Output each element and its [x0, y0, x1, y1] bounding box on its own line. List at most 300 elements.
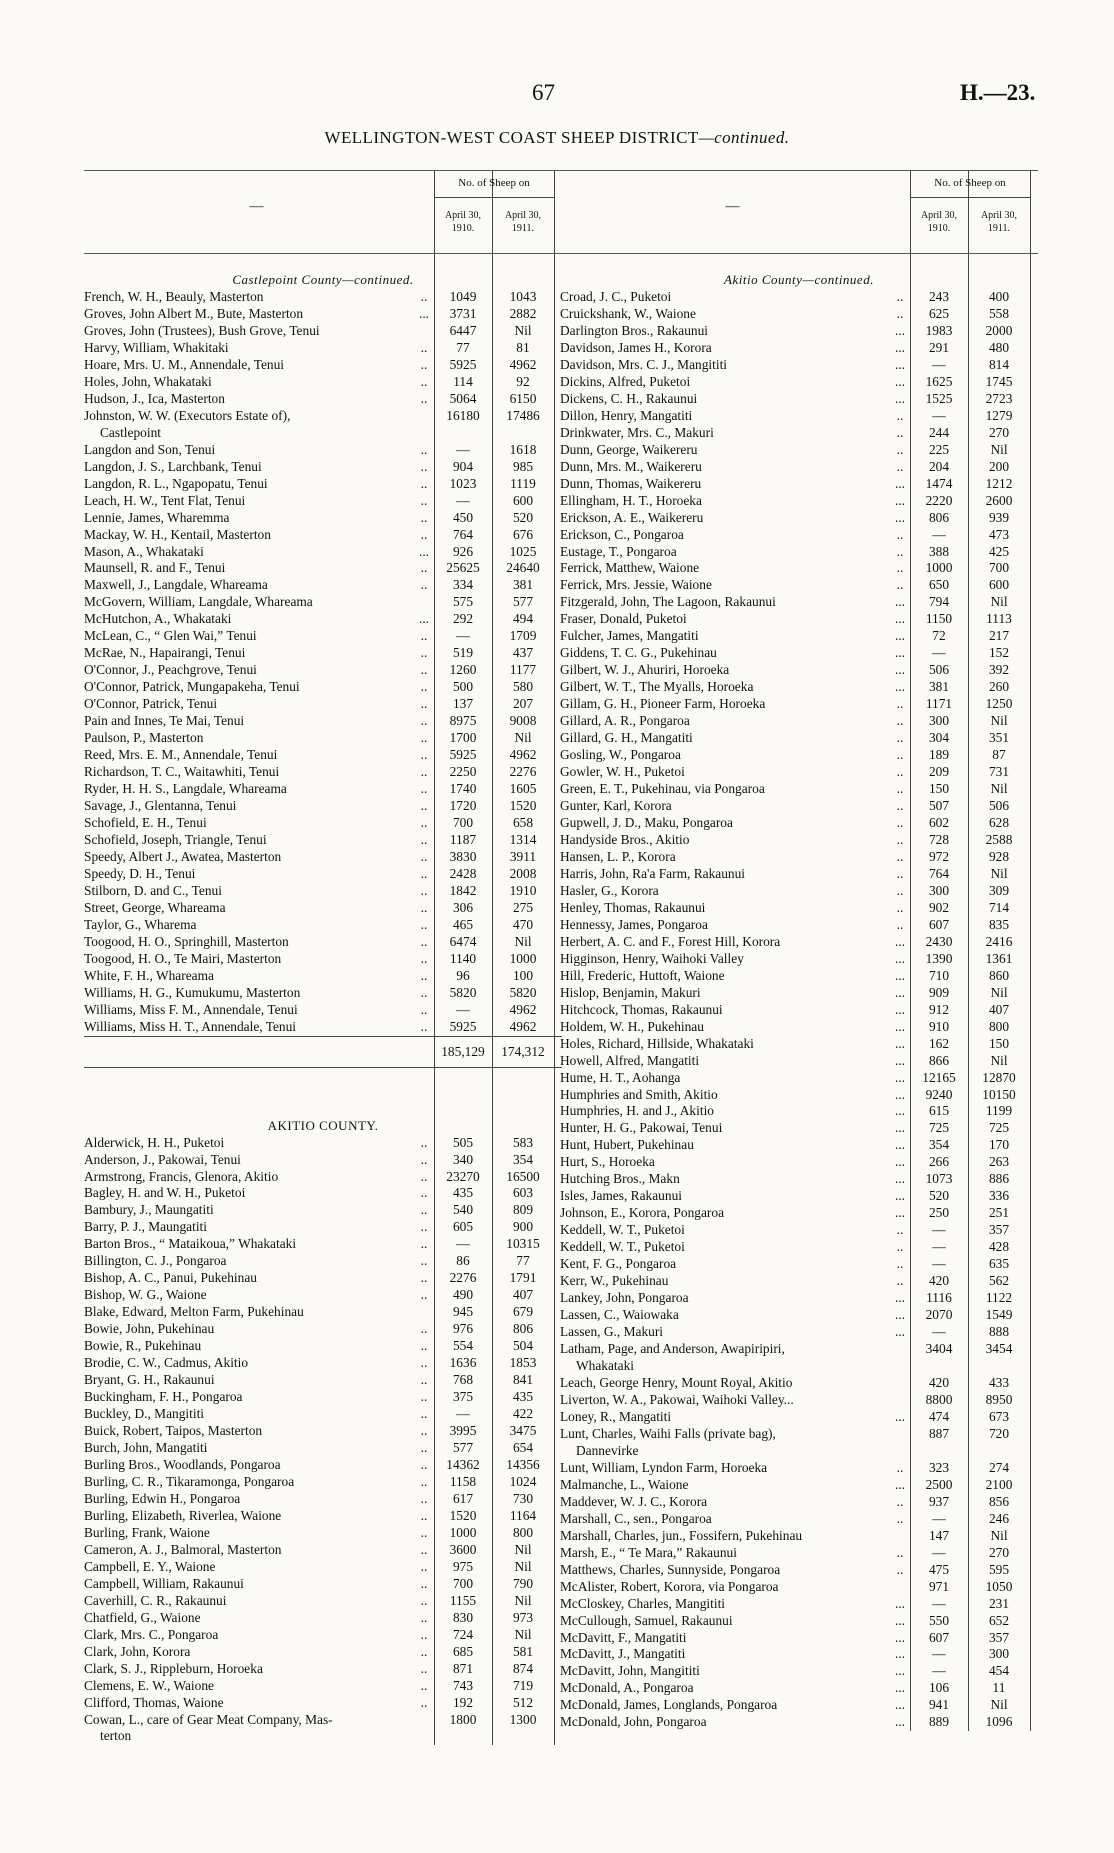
sheep-1910: 550	[928, 1612, 950, 1628]
sheep-1911: 1050	[985, 1578, 1013, 1594]
sheep-1911: 152	[988, 645, 1010, 661]
entry-name: O'Connor, Patrick, Tenui	[84, 696, 218, 712]
sheep-1911: 433	[988, 1374, 1010, 1390]
entry-name: Blake, Edward, Melton Farm, Pukehinau	[84, 1304, 304, 1320]
leader-dots: ..	[420, 1338, 428, 1354]
entry-name: Handyside Bros., Akitio	[560, 831, 690, 847]
entry-name: Buckingham, F. H., Pongaroa	[84, 1389, 243, 1405]
table-row	[84, 510, 562, 527]
entry-name: Harris, John, Ra'a Farm, Rakaunui	[560, 865, 746, 881]
entry-name: Hutching Bros., Makn	[560, 1171, 680, 1187]
sheep-1910: 575	[452, 594, 474, 610]
entry-name: Ferrick, Matthew, Waione	[560, 560, 700, 576]
sheep-1910: 500	[452, 679, 474, 695]
table-row	[84, 917, 562, 934]
section-heading	[84, 1118, 562, 1135]
sheep-1910: 607	[928, 916, 950, 932]
sheep-1911: 354	[512, 1151, 534, 1167]
sheep-1910: 764	[452, 526, 474, 542]
sheep-1911: 809	[512, 1202, 534, 1218]
entry-name: Gillard, G. H., Mangatiti	[560, 730, 693, 746]
sheep-1911: Nil	[514, 933, 532, 949]
sheep-1911: 392	[988, 662, 1010, 678]
entry-name: Langdon and Son, Tenui	[84, 441, 216, 457]
section-title: Castlepoint County—continued.	[232, 272, 414, 287]
entry-name: Schofield, Joseph, Triangle, Tenui	[84, 831, 267, 847]
table-row	[84, 1287, 562, 1304]
leader-dots: ..	[420, 730, 428, 746]
leader-dots: ..	[420, 1287, 428, 1303]
leader-dots: ..	[896, 1459, 904, 1475]
sheep-1910: 291	[928, 339, 950, 355]
leader-dots: ..	[896, 1493, 904, 1509]
leader-dots: ..	[420, 390, 428, 406]
sheep-1910: 475	[928, 1561, 950, 1577]
table-row	[84, 900, 562, 917]
table-row	[560, 1630, 1038, 1647]
entry-name: Ellingham, H. T., Horoeka	[560, 492, 702, 508]
table-row	[84, 1440, 562, 1457]
sheep-1910: 724	[452, 1626, 474, 1642]
header-rule	[434, 197, 554, 198]
sheep-1911: 381	[512, 577, 534, 593]
sheep-1910: 147	[928, 1527, 950, 1543]
sheep-1910: —	[456, 441, 470, 457]
sheep-1911: 1618	[509, 441, 537, 457]
sheep-1911: 251	[988, 1205, 1010, 1221]
sheep-1910: —	[932, 1222, 946, 1238]
sheep-1911: 676	[512, 526, 534, 542]
sheep-1911: 658	[512, 815, 534, 830]
leader-dots: ..	[420, 1389, 428, 1405]
header-sheep-on: No. of Sheep on	[934, 177, 1006, 189]
sheep-1911: 719	[512, 1677, 534, 1693]
sheep-1911: 835	[988, 916, 1010, 932]
table-row	[560, 645, 1038, 662]
sheep-1910: 519	[452, 645, 474, 661]
table-row	[560, 1562, 1038, 1579]
sheep-1911: 714	[988, 899, 1010, 915]
entry-name: Speedy, D. H., Tenui	[84, 865, 196, 881]
leader-dots: ...	[894, 1629, 906, 1645]
sheep-1910: 1000	[925, 560, 953, 576]
table-row	[560, 1137, 1038, 1154]
leader-dots: ...	[894, 1137, 906, 1153]
table-row	[560, 1511, 1038, 1528]
sheep-1911: 1122	[985, 1290, 1013, 1306]
entry-name: Gilbert, W. T., The Myalls, Horoeka	[560, 679, 754, 695]
sheep-1911: 985	[512, 458, 534, 474]
sheep-1911: 860	[988, 967, 1010, 983]
entry-name: Burling, Elizabeth, Riverlea, Waione	[84, 1507, 282, 1523]
leader-dots: ..	[896, 899, 904, 915]
entry-name: Gowler, W. H., Puketoi	[560, 764, 685, 780]
sheep-1910: 192	[452, 1694, 474, 1710]
entry-name: Leach, George Henry, Mount Royal, Akitio	[560, 1374, 793, 1390]
entry-name: McDavitt, J., Mangatiti	[560, 1646, 686, 1662]
sheep-1910: 1842	[449, 882, 477, 898]
sheep-1911: 11	[992, 1680, 1006, 1696]
entry-name: Loney, R., Mangatiti	[560, 1408, 672, 1424]
sheep-1910: 244	[928, 424, 950, 440]
sheep-1911: 1043	[509, 288, 537, 304]
table-row	[84, 476, 562, 493]
table-row	[560, 1188, 1038, 1205]
heading-text: WELLINGTON-WEST COAST SHEEP DISTRICT	[324, 128, 699, 147]
sheep-1910: 420	[928, 1374, 950, 1390]
table-row	[560, 747, 1038, 764]
sheep-1911: 654	[512, 1440, 534, 1455]
sheep-1910: 2220	[925, 492, 953, 508]
sheep-1910: 507	[928, 798, 950, 814]
sheep-1911: 92	[516, 373, 530, 389]
leader-dots: ..	[420, 1018, 428, 1034]
sheep-1910: 420	[928, 1273, 950, 1289]
table-row	[560, 1154, 1038, 1171]
sheep-1910: 1023	[449, 475, 477, 491]
table-row	[84, 1270, 562, 1287]
table-row	[84, 1219, 562, 1236]
table-row	[560, 289, 1038, 306]
sheep-1911: 1520	[509, 798, 537, 814]
entry-name: Hitchcock, Thomas, Rakaunui	[560, 1001, 723, 1017]
entry-name: Dickens, C. H., Rakaunui	[560, 390, 698, 406]
sheep-1910: 910	[928, 1018, 950, 1034]
table-row	[560, 374, 1038, 391]
entry-name: terton	[100, 1728, 132, 1744]
sheep-1910: 768	[452, 1372, 474, 1388]
entry-name: Pain and Innes, Te Mai, Tenui	[84, 713, 245, 729]
header-dash: —	[725, 199, 740, 214]
table-row	[560, 1273, 1038, 1290]
sheep-1910: 8975	[449, 713, 477, 729]
table-row	[84, 1185, 562, 1202]
header-rule	[554, 171, 555, 253]
table-row	[560, 340, 1038, 357]
entry-name: Davidson, James H., Korora	[560, 339, 712, 355]
entry-name: Lankey, John, Pongaroa	[560, 1290, 689, 1306]
sheep-1911: 407	[512, 1287, 534, 1303]
sheep-1911: 1791	[509, 1270, 537, 1286]
sheep-1911: 1853	[509, 1355, 537, 1371]
leader-dots: ..	[896, 288, 904, 304]
sheep-1910: 189	[928, 747, 950, 763]
leader-dots: ..	[420, 1660, 428, 1676]
sheep-1910: 926	[452, 543, 474, 559]
entry-name: Langdon, J. S., Larchbank, Tenui	[84, 458, 262, 474]
sheep-1910: 1171	[925, 696, 953, 712]
table-row	[84, 1491, 562, 1508]
section-heading	[84, 272, 562, 289]
table-row	[560, 357, 1038, 374]
entry-name: Gillam, G. H., Pioneer Farm, Horoeka	[560, 696, 766, 712]
leader-dots: ..	[420, 865, 428, 881]
sheep-1910: 5820	[449, 984, 477, 1000]
leader-dots: ..	[896, 1561, 904, 1577]
table-row	[84, 747, 562, 764]
entry-name: Erickson, C., Pongaroa	[560, 526, 684, 542]
header-sheep-on: No. of Sheep on	[458, 177, 530, 189]
sheep-1910: 77	[456, 339, 470, 355]
sheep-1910: 975	[452, 1558, 474, 1574]
entry-name: Taylor, G., Wharema	[84, 916, 197, 932]
sheep-1911: 1212	[985, 475, 1013, 491]
leader-dots: ..	[420, 645, 428, 661]
leader-dots: ...	[894, 1476, 906, 1492]
sheep-1911: 841	[512, 1372, 534, 1388]
sheep-1911: Nil	[514, 322, 532, 338]
sheep-1911: 200	[988, 458, 1010, 474]
table-row	[560, 1256, 1038, 1273]
sheep-1911: 1119	[510, 475, 536, 491]
table-row	[84, 1152, 562, 1169]
entry-name: Leach, H. W., Tent Flat, Tenui	[84, 492, 246, 508]
leader-dots: ..	[420, 984, 428, 1000]
table-row	[84, 1423, 562, 1440]
table-row	[84, 883, 562, 900]
sheep-1910: —	[932, 1324, 946, 1340]
entry-name: Fraser, Donald, Puketoi	[560, 611, 687, 627]
sheep-1911: 4962	[509, 1001, 537, 1017]
leader-dots: ..	[420, 713, 428, 729]
entry-name: Henley, Thomas, Rakaunui	[560, 899, 706, 915]
leader-dots: ...	[894, 1205, 906, 1221]
sheep-1911: Nil	[990, 1052, 1008, 1068]
table-row	[84, 1236, 562, 1253]
table-row	[560, 1205, 1038, 1222]
table-row	[560, 1103, 1038, 1120]
sheep-1911: 3911	[509, 848, 537, 864]
sheep-1910: 830	[452, 1609, 474, 1625]
leader-dots: ..	[420, 1372, 428, 1388]
entry-name: Williams, H. G., Kumukumu, Masterton	[84, 984, 301, 1000]
sheep-1910: 340	[452, 1151, 474, 1167]
table-row	[560, 1222, 1038, 1239]
table-row	[560, 832, 1038, 849]
sheep-1910: —	[932, 1239, 946, 1255]
table-row	[560, 1019, 1038, 1036]
sheep-1911: Nil	[990, 781, 1008, 797]
leader-dots: ...	[418, 611, 430, 627]
header-rule	[910, 197, 1030, 198]
leader-dots: ..	[420, 1168, 428, 1184]
sheep-1910: 334	[452, 577, 474, 593]
sheep-1910: 728	[928, 831, 950, 847]
sheep-1911: 506	[988, 798, 1010, 814]
sheep-1911: 217	[988, 628, 1010, 644]
leader-dots: ...	[894, 645, 906, 661]
table-row	[560, 594, 1038, 611]
sheep-1910: 902	[928, 899, 950, 915]
sheep-1911: 652	[988, 1612, 1010, 1628]
table-row	[560, 968, 1038, 985]
leader-dots: ..	[420, 815, 428, 830]
entry-name: Toogood, H. O., Te Mairi, Masterton	[84, 950, 282, 966]
entry-name: Cruickshank, W., Waione	[560, 305, 696, 321]
table-row	[84, 1019, 562, 1036]
leader-dots: ..	[896, 916, 904, 932]
page-heading	[0, 128, 1114, 148]
column-rule	[492, 254, 493, 1745]
table-row	[560, 1239, 1038, 1256]
table-row	[560, 391, 1038, 408]
sheep-1910: 1390	[925, 950, 953, 966]
entry-name: Howell, Alfred, Mangatiti	[560, 1052, 700, 1068]
sheep-1910: 540	[452, 1202, 474, 1218]
sheep-1910: 889	[928, 1714, 950, 1730]
sheep-1910: 972	[928, 848, 950, 864]
leader-dots: ..	[896, 730, 904, 746]
column-rule	[554, 254, 555, 1745]
sheep-1911: 583	[512, 1134, 534, 1150]
table-row	[560, 1697, 1038, 1714]
entry-name: Clark, Mrs. C., Pongaroa	[84, 1626, 219, 1642]
sheep-1911: 246	[988, 1510, 1010, 1526]
entry-name: Latham, Page, and Anderson, Awapiripiri,	[560, 1341, 785, 1357]
entry-name: Lennie, James, Wharemma	[84, 509, 230, 525]
sheep-1911: Nil	[514, 730, 532, 746]
entry-name: Alderwick, H. H., Puketoi	[84, 1134, 225, 1150]
sheep-1911: 2100	[985, 1476, 1013, 1492]
entry-name: Anderson, J., Pakowai, Tenui	[84, 1151, 241, 1167]
entry-name: Gillard, A. R., Pongaroa	[560, 713, 690, 729]
leader-dots: ..	[420, 492, 428, 508]
table-row	[560, 951, 1038, 968]
table-row	[84, 493, 562, 510]
entry-name: Harvy, William, Whakitaki	[84, 339, 229, 355]
entry-name: Burch, John, Mangatiti	[84, 1440, 208, 1455]
sheep-1910: 1720	[449, 798, 477, 814]
sheep-1910: 971	[928, 1578, 950, 1594]
sheep-1910: 904	[452, 458, 474, 474]
sheep-1910: 9240	[925, 1086, 953, 1102]
table-row	[560, 1663, 1038, 1680]
table-row	[84, 391, 562, 408]
entry-name: Dannevirke	[576, 1442, 639, 1458]
table-row	[84, 1169, 562, 1186]
heading-continued: —continued.	[698, 128, 790, 147]
leader-dots: ..	[420, 1134, 428, 1150]
leader-dots: ...	[894, 1646, 906, 1662]
sheep-1910: 300	[928, 713, 950, 729]
table-row	[84, 577, 562, 594]
sheep-1910: 1474	[925, 475, 953, 491]
leader-dots: ..	[420, 1524, 428, 1540]
sheep-1910: 5925	[449, 1018, 477, 1034]
sheep-1911: 16500	[506, 1168, 540, 1184]
table-row	[84, 866, 562, 883]
sheep-1910: 137	[452, 696, 474, 712]
sheep-1910: 250	[928, 1205, 950, 1221]
table-row	[84, 1576, 562, 1593]
sheep-1911: 494	[512, 611, 534, 627]
sheep-1911: 558	[988, 305, 1010, 321]
entry-name: Groves, John (Trustees), Bush Grove, Tenui	[84, 322, 320, 338]
sheep-1910: 72	[932, 628, 946, 644]
entry-name: Marshall, C., sen., Pongaroa	[560, 1510, 712, 1526]
sheep-1910: 871	[452, 1660, 474, 1676]
entry-name: Marshall, Charles, jun., Fossifern, Pukehinau	[560, 1527, 803, 1543]
spacer	[84, 254, 562, 272]
sheep-1910: 306	[452, 899, 474, 915]
sheep-1911: 270	[988, 424, 1010, 440]
entry-name: Bishop, A. C., Panui, Pukehinau	[84, 1270, 257, 1286]
leader-dots: ..	[420, 696, 428, 712]
sheep-1911: 10315	[506, 1236, 540, 1252]
sheep-1911: 562	[988, 1273, 1010, 1289]
entry-name: Keddell, W. T., Puketoi	[560, 1239, 685, 1255]
sheep-1911: 5820	[509, 984, 537, 1000]
table-row	[84, 1253, 562, 1270]
sheep-1911: 628	[988, 815, 1010, 830]
sheep-1910: 554	[452, 1338, 474, 1354]
entry-name: Hill, Frederic, Huttoft, Waione	[560, 967, 725, 983]
sheep-1910: 743	[452, 1677, 474, 1693]
sheep-1911: 928	[988, 848, 1010, 864]
sheep-1911: 1605	[509, 781, 537, 797]
sheep-1911: 425	[988, 543, 1010, 559]
entry-name: Kerr, W., Pukehinau	[560, 1273, 669, 1289]
sheep-1910: 909	[928, 984, 950, 1000]
table-row	[84, 289, 562, 306]
table-row	[560, 1680, 1038, 1697]
sheep-1911: 357	[988, 1629, 1010, 1645]
entry-name: Buckley, D., Mangititi	[84, 1406, 205, 1422]
sheep-1910: 806	[928, 509, 950, 525]
entry-name: Clemens, E. W., Waione	[84, 1677, 214, 1693]
entry-name: O'Connor, J., Peachgrove, Tenui	[84, 662, 257, 678]
table-row	[560, 934, 1038, 951]
entry-name: Maddever, W. J. C., Korora	[560, 1493, 708, 1509]
entry-name: McDonald, A., Pongaroa	[560, 1680, 694, 1696]
sheep-1911: 351	[988, 730, 1010, 746]
sheep-1911: 428	[988, 1239, 1010, 1255]
sheep-1910: 5925	[449, 356, 477, 372]
table-row	[560, 1646, 1038, 1663]
table-row	[560, 917, 1038, 934]
entry-name: Fulcher, James, Mangatiti	[560, 628, 699, 644]
leader-dots: ...	[894, 1052, 906, 1068]
leader-dots: ...	[894, 1595, 906, 1611]
entry-name: Dunn, George, Waikereru	[560, 441, 698, 457]
table-row	[560, 1002, 1038, 1019]
sheep-1911: 14356	[506, 1456, 540, 1472]
leader-dots: ..	[420, 1202, 428, 1218]
table-row	[84, 1627, 562, 1644]
leader-dots: ..	[896, 882, 904, 898]
sheep-1911: 806	[512, 1321, 534, 1337]
entry-name: McDonald, John, Pongaroa	[560, 1714, 707, 1730]
left-column	[84, 170, 562, 1745]
table-row	[84, 527, 562, 544]
sheep-1911: 1549	[985, 1307, 1013, 1323]
entry-name: Gosling, W., Pongaroa	[560, 747, 681, 763]
sheep-1911: 720	[988, 1425, 1010, 1441]
table-row	[84, 1593, 562, 1610]
sheep-1910: 607	[928, 1629, 950, 1645]
leader-dots: ..	[896, 815, 904, 830]
sheep-1910: 866	[928, 1052, 950, 1068]
sheep-1910: —	[932, 1646, 946, 1662]
sheep-1910: 1049	[449, 288, 477, 304]
entry-name: Eustage, T., Pongaroa	[560, 543, 677, 559]
table-row	[84, 1338, 562, 1355]
table-row	[560, 866, 1038, 883]
sheep-1911: 2588	[985, 831, 1013, 847]
sheep-1910: 375	[452, 1389, 474, 1405]
leader-dots: ...	[894, 1663, 906, 1679]
sheep-1910: 292	[452, 611, 474, 627]
